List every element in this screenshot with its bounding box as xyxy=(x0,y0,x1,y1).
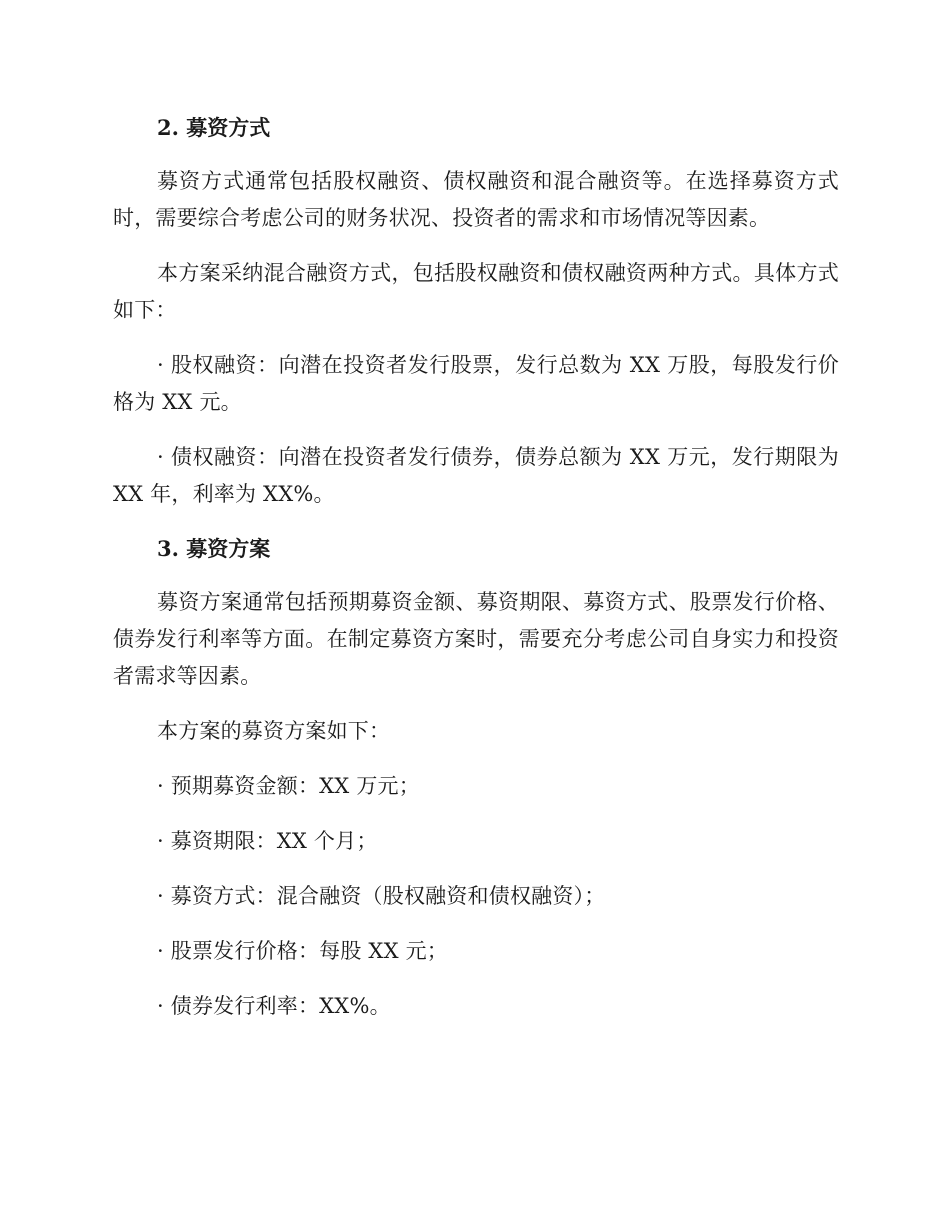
list-item-equity-financing: · 股权融资：向潜在投资者发行股票，发行总数为 XX 万股，每股发行价格为 XX 元。 xyxy=(113,353,839,414)
list-item-bond-rate: · 债券发行利率：XX%。 xyxy=(157,994,391,1018)
paragraph-method-intro: 募资方式通常包括股权融资、债权融资和混合融资等。在选择募资方式时，需要综合考虑公司的财务状况、投资者的需求和市场情况等因素。 xyxy=(113,169,839,230)
document-page xyxy=(113,110,839,1025)
list-item-stock-price: · 股票发行价格：每股 XX 元； xyxy=(157,939,449,963)
list-item-period: · 募资期限：XX 个月； xyxy=(157,829,378,853)
list-item-expected-amount: · 预期募资金额：XX 万元； xyxy=(157,774,420,798)
paragraph-plan-intro: 募资方案通常包括预期募资金额、募资期限、募资方式、股票发行价格、债券发行利率等方面。在制定募资方案时，需要充分考虑公司自身实力和投资者需求等因素。 xyxy=(113,590,839,688)
section-heading-fundraising-plan: 3. 募资方案 xyxy=(157,536,271,561)
list-item-method: · 募资方式：混合融资（股权融资和债权融资）； xyxy=(157,884,606,908)
paragraph-plan-adopted: 本方案的募资方案如下： xyxy=(157,719,391,743)
paragraph-method-adopted: 本方案采纳混合融资方式，包括股权融资和债权融资两种方式。具体方式如下： xyxy=(113,261,839,322)
list-item-debt-financing: · 债权融资：向潜在投资者发行债券，债券总额为 XX 万元，发行期限为 XX 年，利率为 XX%。 xyxy=(113,445,839,506)
section-heading-fundraising-method: 2. 募资方式 xyxy=(157,115,271,140)
